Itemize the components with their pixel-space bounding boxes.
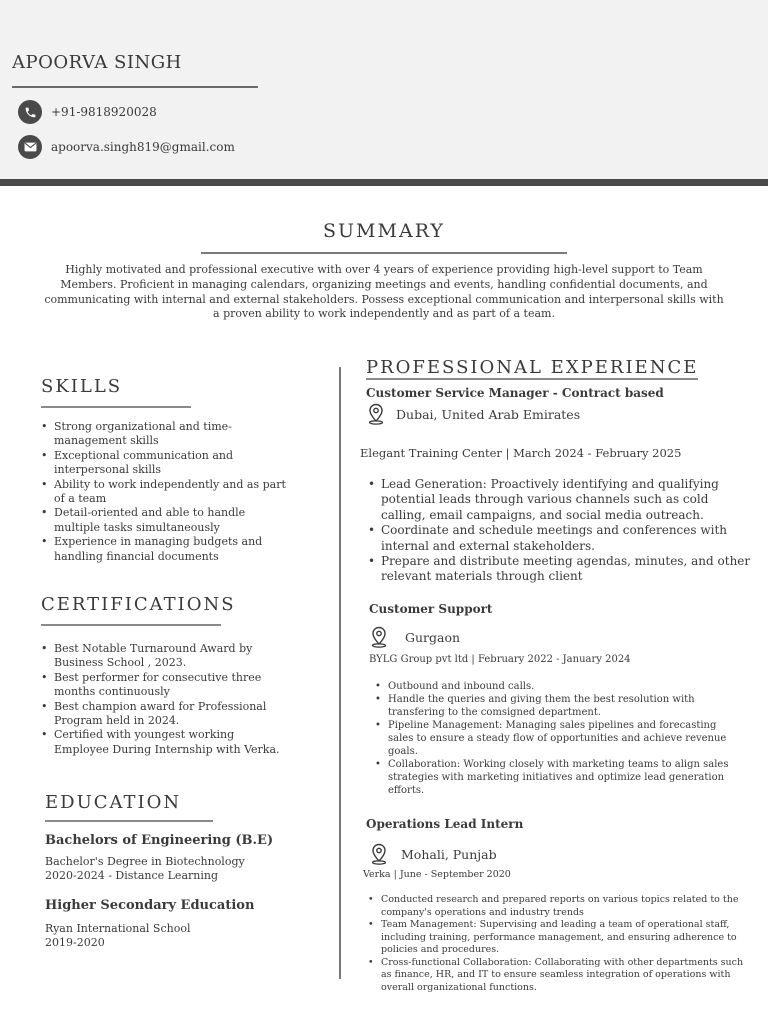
candidate-name: APOORVA SINGH — [12, 52, 182, 73]
list-item: • Coordinate and schedule meetings and conferences with internal and external stakeholders. — [366, 523, 756, 554]
list-item: • Handle the queries and giving them the best resolution with transfering to the comsigned department. — [373, 693, 733, 719]
education-degree: Higher Secondary Education — [45, 898, 255, 913]
phone-number: +91-9818920028 — [51, 105, 157, 119]
job-location — [369, 626, 460, 648]
phone-icon — [18, 100, 42, 124]
education-years: 2020-2024 - Distance Learning — [45, 869, 218, 882]
envelope-icon — [18, 135, 42, 159]
email-contact — [18, 135, 235, 159]
list-item: • Best champion award for Professional Program held in 2024. — [39, 700, 287, 729]
phone-contact — [18, 100, 157, 124]
certifications-heading: CERTIFICATIONS — [41, 594, 236, 615]
map-pin-icon — [366, 403, 386, 425]
list-item: • Best performer for consecutive three months continuously — [39, 671, 287, 700]
job-title: Operations Lead Intern — [366, 817, 524, 831]
experience-heading: PROFESSIONAL EXPERIENCE — [366, 357, 699, 378]
education-heading: EDUCATION — [45, 792, 182, 813]
job-company-dates: Verka | June - September 2020 — [363, 869, 511, 880]
skills-list — [39, 420, 287, 564]
job-title: Customer Service Manager - Contract based — [366, 386, 664, 400]
summary-heading: SUMMARY — [323, 220, 445, 242]
summary-underline — [201, 252, 567, 254]
list-item: • Conducted research and prepared reports on various topics related to the company's operations and industry trends — [366, 894, 756, 919]
list-item: • Team Management: Supervising and leading a team of operational staff, including training, performance management, and ensuring adherence to policies and procedures. — [366, 919, 756, 957]
job-location-text: Mohali, Punjab — [401, 846, 497, 862]
column-divider — [339, 367, 341, 979]
map-pin-icon — [369, 626, 389, 648]
job-location-text: Dubai, United Arab Emirates — [396, 406, 581, 422]
certifications-list — [39, 642, 287, 757]
job-location-text: Gurgaon — [405, 629, 461, 645]
skills-heading: SKILLS — [41, 376, 123, 397]
experience-underline — [366, 378, 698, 380]
list-item: • Pipeline Management: Managing sales pipelines and forecasting sales to ensure a steady flow of opportunities and achieve revenue goals. — [373, 719, 733, 758]
list-item: • Exceptional communication and interpersonal skills — [39, 449, 287, 478]
education-detail: Bachelor's Degree in Biotechnology — [45, 855, 245, 868]
education-underline — [45, 820, 213, 822]
skills-underline — [41, 406, 191, 408]
job-responsibilities — [373, 680, 733, 797]
job-company-dates: Elegant Training Center | March 2024 - February 2025 — [360, 446, 682, 460]
job-location — [366, 403, 580, 425]
list-item: • Prepare and distribute meeting agendas, minutes, and other relevant materials through client — [366, 554, 756, 585]
email-address[interactable]: apoorva.singh819@gmail.com — [51, 140, 235, 154]
education-school: Ryan International School — [45, 922, 191, 935]
list-item: • Collaboration: Working closely with marketing teams to align sales strategies with marketing initiatives and optimize lead generation efforts. — [373, 758, 733, 797]
list-item: • Cross-functional Collaboration: Collaborating with other departments such as finance, HR, and IT to ensure seamless integration of operations with overall organizational functions. — [366, 957, 756, 995]
certifications-underline — [41, 624, 221, 626]
map-pin-icon — [369, 843, 389, 865]
job-location — [369, 843, 497, 865]
list-item: • Best Notable Turnaround Award by Business School , 2023. — [39, 642, 287, 671]
list-item: • Detail-oriented and able to handle multiple tasks simultaneously — [39, 506, 287, 535]
list-item: • Certified with youngest working Employee During Internship with Verka. — [39, 728, 287, 757]
job-responsibilities — [366, 894, 756, 994]
name-underline — [12, 86, 258, 88]
education-years: 2019-2020 — [45, 936, 105, 949]
job-responsibilities — [366, 477, 756, 585]
job-company-dates: BYLG Group pvt ltd | February 2022 - January 2024 — [369, 654, 631, 665]
list-item: • Ability to work independently and as part of a team — [39, 478, 287, 507]
list-item: • Lead Generation: Proactively identifying and qualifying potential leads through various channels such as cold calling, email campaigns, and social media outreach. — [366, 477, 756, 523]
list-item: • Experience in managing budgets and handling financial documents — [39, 535, 287, 564]
summary-text: Highly motivated and professional executive with over 4 years of experience providing high-level support to Team Members. Proficient in managing calendars, organizing meetings and events, handling confidential documents, and communicating with internal and external stakeholders. Possess exceptional communication and interpersonal skills with a proven ability to work independently and as part of a team. — [44, 263, 724, 321]
list-item: • Strong organizational and time-management skills — [39, 420, 287, 449]
job-title: Customer Support — [369, 602, 493, 616]
list-item: • Outbound and inbound calls. — [373, 680, 733, 693]
header-divider-bar — [0, 179, 768, 186]
education-degree: Bachelors of Engineering (B.E) — [45, 833, 274, 848]
